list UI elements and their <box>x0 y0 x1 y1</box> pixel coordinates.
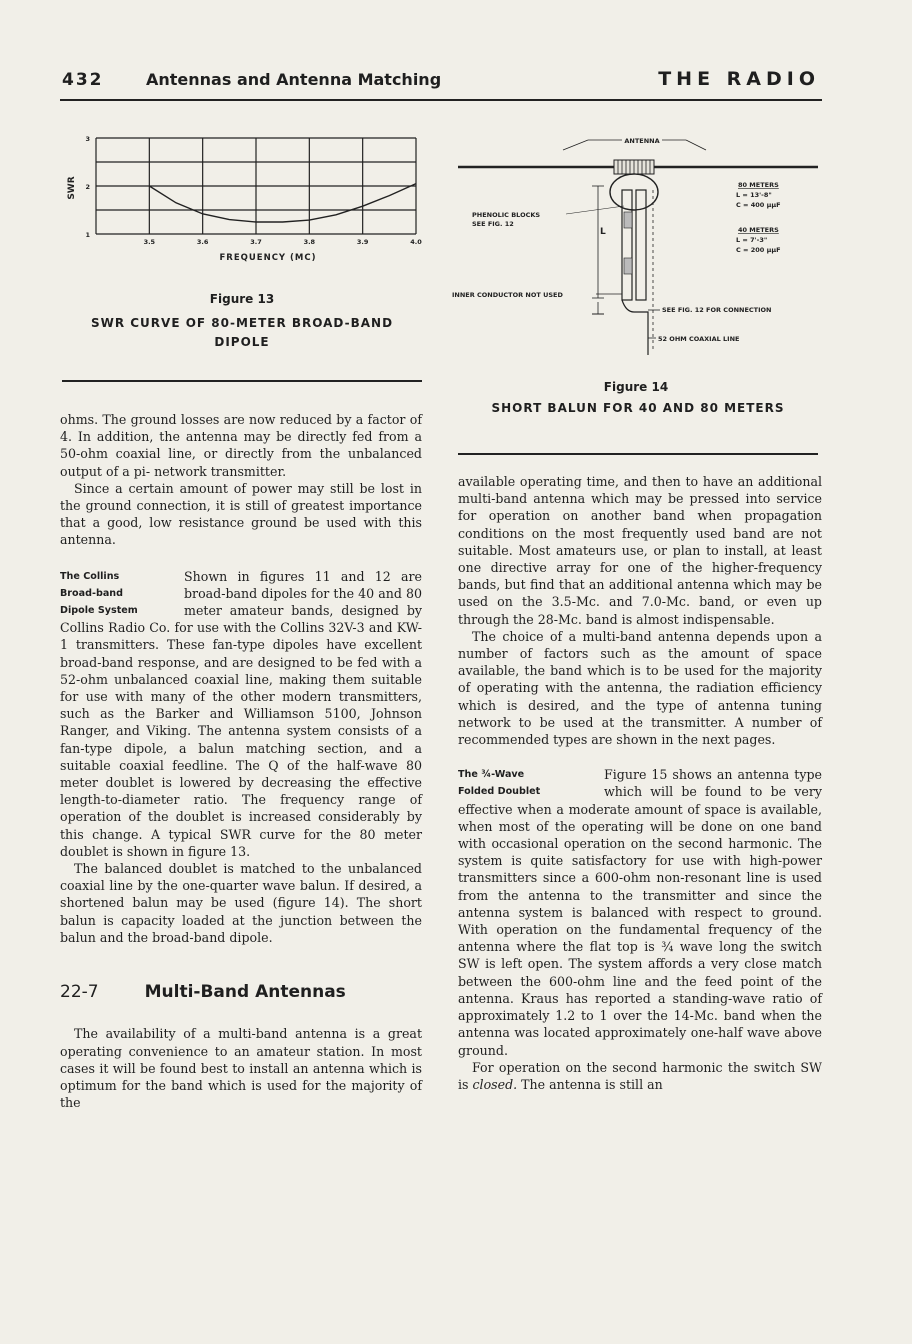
y-tick-label: 2 <box>85 183 90 191</box>
left-paragraph: Since a certain amount of power may still be lost in the ground connection, it is still of greatest importance that a good, low resistance ground be used with this antenna. <box>60 480 422 548</box>
label-40-c: C = 200 µµF <box>736 246 781 254</box>
figure14-label: Figure 14 <box>603 380 669 394</box>
figure14-caption: SHORT BALUN FOR 40 AND 80 METERS <box>491 401 785 415</box>
sidehead-line: Broad-band <box>60 587 123 599</box>
sidehead-line: Dipole System <box>60 604 138 616</box>
sidehead-collins <box>60 568 184 619</box>
label-80-meters: 80 METERS <box>738 181 779 189</box>
right-paragraph: available operating time, and then to have an additional multi-band antenna which may be pressed into service for operation on another band when propagation conditions on the most frequently used band are not suitable. Most amateurs use, or plan to install, at least one directive array for one of the higher-frequency bands, but find that an additional antenna which may be used on the 3.5-Mc. and 7.0-Mc. band, or even up through the 28-Mc. band is almost indispensable. <box>458 474 822 627</box>
x-tick-label: 3.7 <box>250 238 262 246</box>
label-inner-conductor: INNER CONDUCTOR NOT USED <box>452 291 563 299</box>
right-paragraph: Figure 15 shows an antenna type which will be found to be very effective when a moderate amount of space is available, when most of the operating will be done on one band with occasional operation on the second harmonic. The system is quite satisfactory for use with high-power transmitters since a 600-ohm non-resonant line is used from the antenna to the transmitter and since the antenna system is balanced with respect to ground. With operation on the fundamental frequency of the antenna where the flat top is ¾ wave long the switch SW is left open. The system affords a very close match between the 600-ohm line and the feed point of the antenna. Kraus has reported a standing-wave ratio of approximately 1.2 to 1 over the 14-Mc. band when the antenna was located approximately one-half wave above ground. <box>458 767 822 1058</box>
figure13-rule <box>62 380 422 382</box>
y-tick-label: 1 <box>85 231 90 239</box>
chart-y-ticks <box>85 135 90 239</box>
section-number: 22-7 <box>60 982 99 1003</box>
page-number: 432 <box>62 70 104 90</box>
label-see-connection: SEE FIG. 12 FOR CONNECTION <box>662 306 772 314</box>
x-tick-label: 4.0 <box>410 238 422 246</box>
left-column <box>60 411 422 1111</box>
text-run-italic: closed. <box>472 1076 518 1092</box>
balun-diagram <box>448 130 824 362</box>
right-paragraph: The choice of a multi-band antenna depends upon a number of factors such as the amount of space available, the band which is to be used for the majority of operating with the antenna, the radiation efficiency which is desired, and the type of antenna tuning network to be used at the transmitter. A number of recommended types are shown in the next pages. <box>458 628 822 748</box>
label-80-l: L = 13'-8" <box>736 191 772 199</box>
section-title: Multi-Band Antennas <box>144 982 346 1003</box>
swr-curve <box>149 184 416 222</box>
sidehead-folded-doublet <box>458 766 604 800</box>
y-tick-label: 3 <box>85 135 90 143</box>
chapter-title: Antennas and Antenna Matching <box>146 70 442 89</box>
left-paragraph: The availability of a multi-band antenna is a great operating convenience to an amateur station. In most cases it will be found best to install an antenna which is optimum for the band which is used for the majority of the <box>60 1026 422 1111</box>
left-paragraph: The balanced doublet is matched to the unbalanced coaxial line by the one-quarter wave balun. If desired, a shortened balun may be used (figure 14). The short balun is capacity loaded at the junction between the balun and the broad-band dipole. <box>60 861 422 945</box>
left-paragraph: ohms. The ground losses are now reduced by a factor of 4. In addition, the antenna may be directly fed from a 50-ohm coaxial line, or directly from the unbalanced output of a pi- network transmitter. <box>60 412 422 479</box>
chart-x-ticks <box>144 238 423 246</box>
x-tick-label: 3.5 <box>143 238 156 246</box>
chart-xlabel: FREQUENCY (MC) <box>219 253 317 263</box>
label-40-meters: 40 METERS <box>738 226 779 234</box>
sidehead-line: The ¾-Wave <box>458 769 525 781</box>
right-paragraph <box>458 1059 822 1093</box>
label-antenna: ANTENNA <box>624 137 660 145</box>
label-80-c: C = 400 µµF <box>736 201 781 209</box>
figure13-caption: SWR CURVE OF 80-METER BROAD-BAND DIPOLE <box>90 316 394 349</box>
book-title: THE RADIO <box>658 68 820 90</box>
text-run: For operation on the second harmonic the switch SW is <box>458 1059 822 1092</box>
label-40-l: L = 7'-3" <box>736 236 768 244</box>
label-see-fig12: SEE FIG. 12 <box>472 220 514 228</box>
x-tick-label: 3.9 <box>356 238 369 246</box>
section-heading <box>60 984 422 1001</box>
label-l: L <box>600 227 606 237</box>
text-run: The antenna is still an <box>517 1076 663 1092</box>
sidehead-line: Folded Doublet <box>458 786 541 798</box>
header-rule <box>60 99 822 101</box>
right-column <box>458 473 822 1093</box>
x-tick-label: 3.6 <box>196 238 209 246</box>
swr-chart <box>60 128 430 268</box>
x-tick-label: 3.8 <box>303 238 316 246</box>
figure14-rule <box>458 453 818 455</box>
chart-grid <box>96 138 416 234</box>
chart-ylabel: SWR <box>67 176 77 200</box>
label-coax-line: 52 OHM COAXIAL LINE <box>658 335 740 343</box>
label-phenolic: PHENOLIC BLOCKS <box>472 211 541 219</box>
figure13-label: Figure 13 <box>209 292 275 306</box>
sidehead-line: The Collins <box>60 570 120 582</box>
left-paragraph: Shown in figures 11 and 12 are broad-band dipoles for the 40 and 80 meter amateur bands, designed by Collins Radio Co. for use with the Collins 32V-3 and KW-1 transmitters. These fan-type dipoles have excellent broad-band response, and are designed to be fed with a 52-ohm unbalanced coaxial line, making them suitable for use with many of the other modern transmitters, such as the Barker and Williamson 5100, Johnson Ranger, and Viking. The antenna system consists of a fan-type dipole, a balun matching section, and a suitable coaxial feedline. The Q of the half-wave 80 meter doublet is lowered by decreasing the effective length-to-diameter ratio. The frequency range of operation of the doublet is increased considerably by this change. A typical SWR curve for the 80 meter doublet is shown in figure 13. <box>60 568 422 859</box>
